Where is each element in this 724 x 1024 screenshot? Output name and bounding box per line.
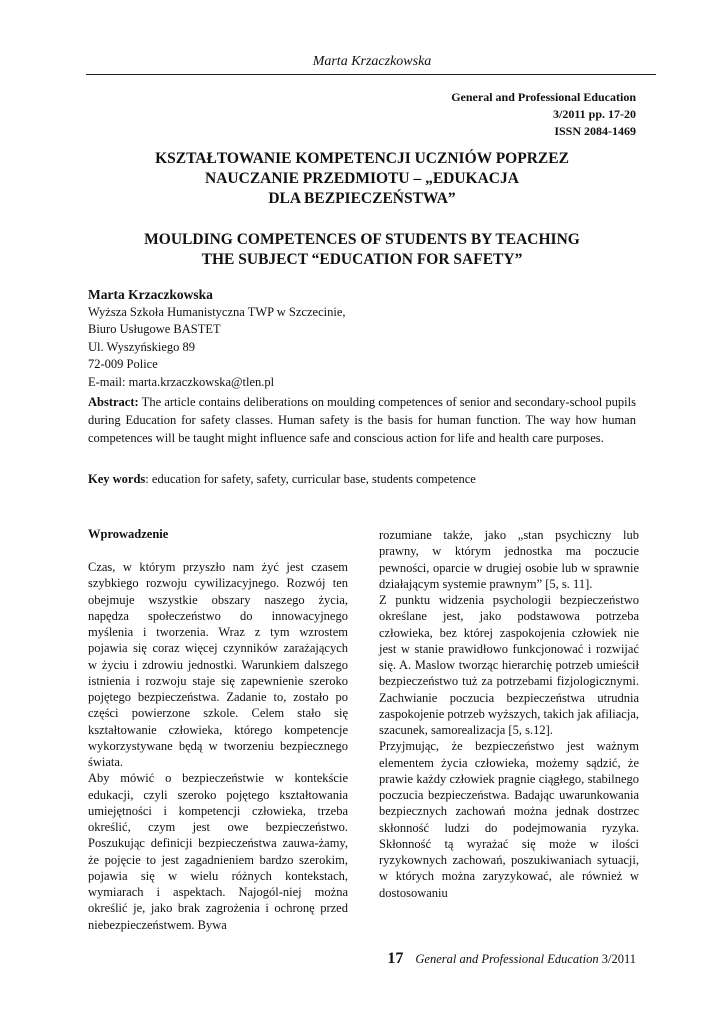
- title-english: [88, 230, 636, 270]
- journal-issn: ISSN 2084-1469: [554, 124, 636, 138]
- author-block: [88, 286, 346, 391]
- footer-journal-name: General and Professional Education: [415, 952, 599, 966]
- author-city: 72-009 Police: [88, 357, 158, 371]
- abstract: [88, 393, 636, 447]
- title-polish-line: DLA BEZPIECZEŃSTWA”: [268, 190, 456, 207]
- page-number: 17: [387, 950, 404, 967]
- journal-issue: 3/2011 pp. 17-20: [552, 107, 636, 121]
- author-name: Marta Krzaczkowska: [88, 287, 213, 302]
- running-header-author: Marta Krzaczkowska: [312, 54, 432, 69]
- title-polish: [88, 149, 636, 209]
- abstract-text: The article contains deliberations on moulding competences of senior and secondary-school pupils during Education for safety classes. Human safety is the basis for human function. The way how human competences will be taught might influence safe and conscious action for life and health care purposes.: [88, 395, 636, 445]
- author-email: E-mail: marta.krzaczkowska@tlen.pl: [88, 374, 275, 389]
- page-footer: [387, 950, 636, 968]
- section-heading-introduction: Wprowadzenie: [88, 527, 169, 541]
- title-english-line: THE SUBJECT “EDUCATION FOR SAFETY”: [201, 251, 523, 268]
- author-street: Ul. Wyszyńskiego 89: [88, 339, 195, 354]
- keywords-label: Key words: [88, 472, 146, 486]
- abstract-label: Abstract:: [88, 395, 139, 409]
- journal-name: General and Professional Education: [451, 90, 636, 104]
- footer-issue: 3/2011: [598, 952, 636, 966]
- header-rule: [86, 74, 656, 75]
- title-polish-line: NAUCZANIE PRZEDMIOTU – „EDUKACJA: [205, 170, 519, 187]
- author-affiliation-1: Wyższa Szkoła Humanistyczna TWP w Szczecinie,: [88, 304, 346, 319]
- journal-info: [451, 89, 636, 140]
- author-affiliation-2: Biuro Usługowe BASTET: [88, 322, 221, 336]
- keywords: [88, 470, 636, 488]
- body-right-column: rozumiane także, jako „stan psychiczny lub prawny, w którym jednostka ma poczucie pewności, oparcie w drugiej osobie lub w sprawnie działającym systemie prawnym” [5, s. 11]. Z punktu widzenia psychologii bezpieczeństwo określane jest, jako podstawowa potrzeba człowieka, bez której zaspokojenia człowiek nie jest w stanie prawidłowo funkcjonować i rozwijać się. A. Maslow tworząc hierarchię potrzeb umieścił bezpieczeństwo tuż za potrzebami fizjologicznymi. Zachwianie poczucia bezpieczeństwa utrudnia zaspokojenie potrzeb wyższych, takich jak afiliacja, szacunek, samorealizacja [5, s.12]. Przyjmując, że bezpieczeństwo jest ważnym elementem życia człowieka, możemy sądzić, że prawie każdy człowiek pragnie ciągłego, stabilnego poczucia bezpieczeństwa. Badając uwarunkowania bezpiecznych zachowań można jednak dostrzec skłonność ludzi do podejmowania ryzyka. Skłonność tą wyrażać się może w ilości ryzykownych zachowań, poszukiwaniach sytuacji, w których można zaryzykować, ale również w dostosowaniu: [379, 528, 639, 900]
- title-polish-line: KSZTAŁTOWANIE KOMPETENCJI UCZNIÓW POPRZEZ: [155, 150, 569, 167]
- body-left-column: Czas, w którym przyszło nam żyć jest czasem szybkiego rozwoju cywilizacyjnego. Rozwój ten obejmuje wszystkie obszary naszego życia, napędza społeczeństwo do innowacyjnego myślenia i tworzenia. Wraz z tym wzrostem pojawia się coraz więcej czynników zarażających w życiu i zdrowiu jednostki. Warunkiem dalszego istnienia i rozwoju staje się zapewnienie szeroko pojętego bezpieczeństwa. Zadanie to, zostało po części powierzone szkole. Celem stało się kształtowanie człowieka, którego kompetencje wykorzystywane będą w tworzeniu bezpiecznego świata. Aby mówić o bezpieczeństwie w kontekście edukacji, czyli szeroko pojętego kształtowania umiejętności i kompetencji człowieka, trzeba określić, czym jest owe bezpieczeństwo. Poszukując definicji bezpieczeństwa zauwa-żamy, że pojęcie to jest zagadnieniem bardzo szerokim, pojawia się w wielu różnych kontekstach, wymiarach i aspektach. Najogól-niej można określić je, jako brak zagrożenia i ochronę przed niebezpieczeństwem. Bywa: [88, 560, 348, 932]
- keywords-text: : education for safety, safety, curricular base, students competence: [145, 472, 476, 486]
- title-english-line: MOULDING COMPETENCES OF STUDENTS BY TEACHING: [144, 231, 580, 248]
